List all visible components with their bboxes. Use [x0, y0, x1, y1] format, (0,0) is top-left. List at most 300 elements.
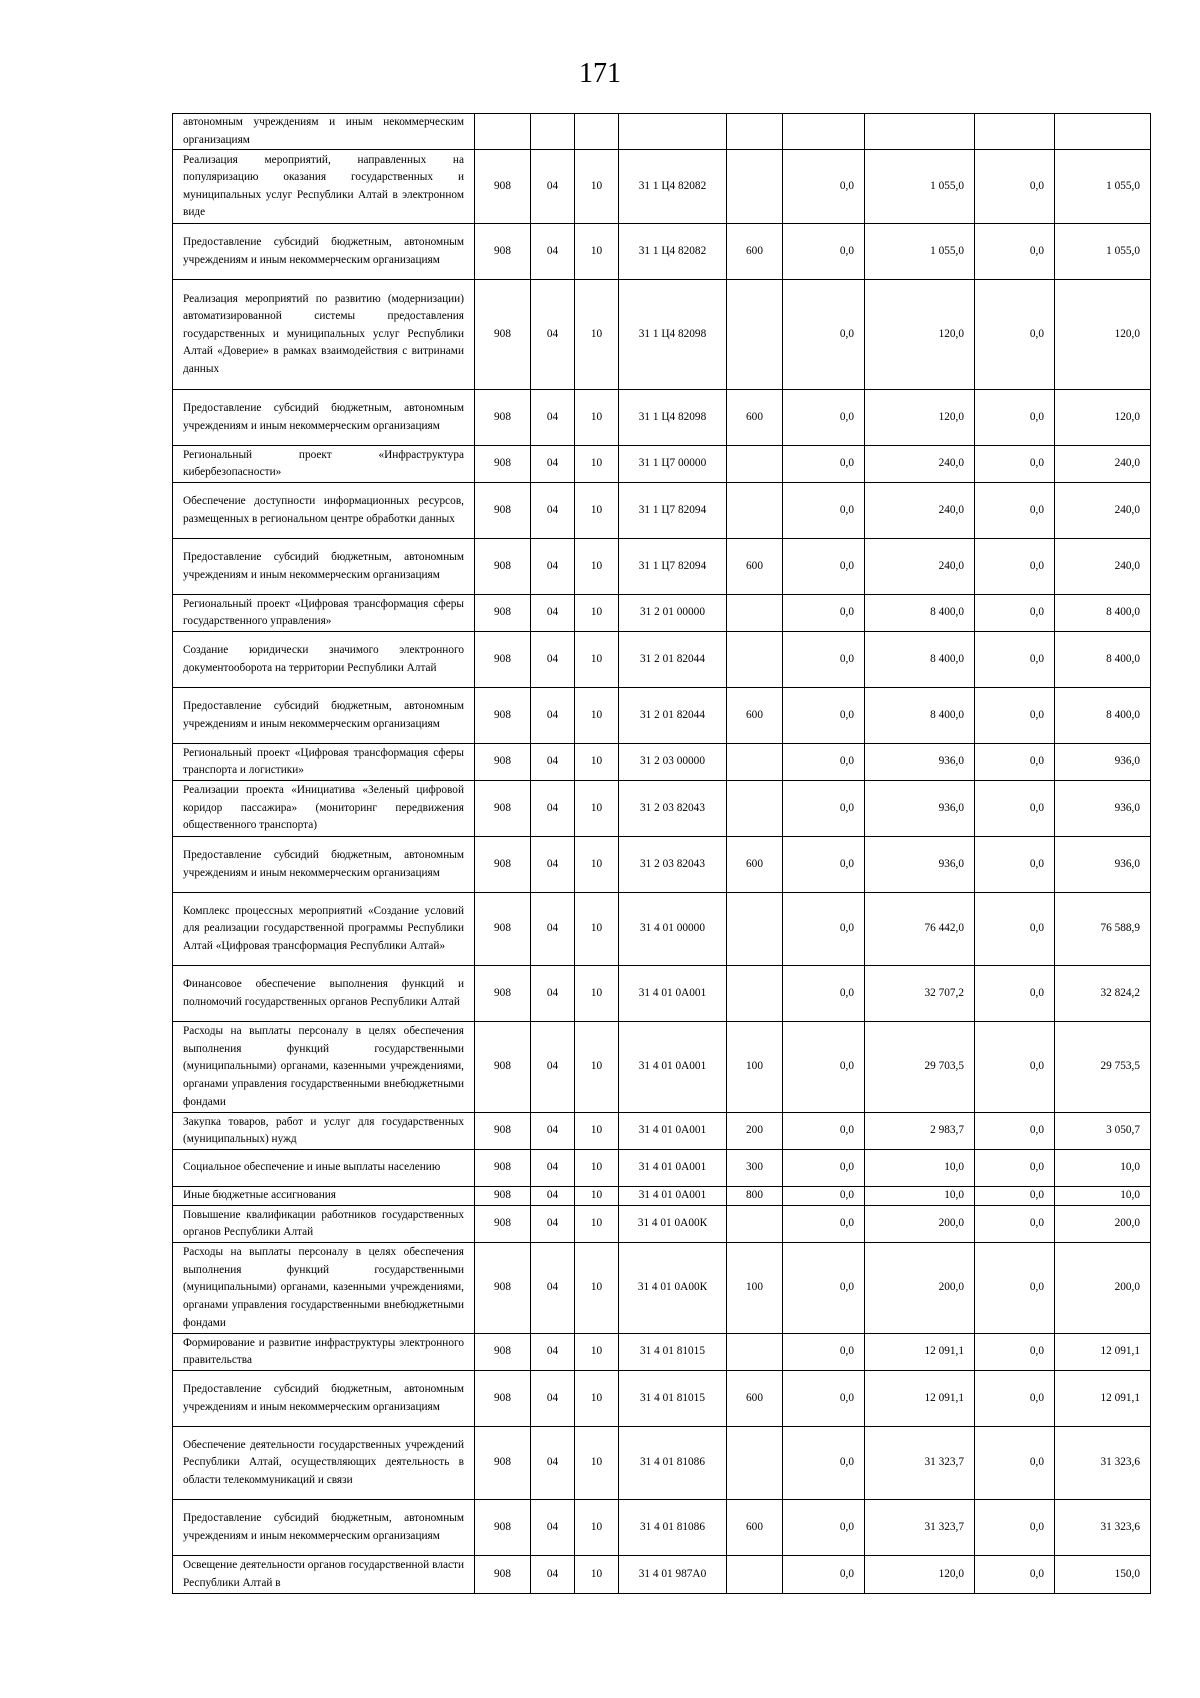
cell-grbs: 908	[475, 1427, 531, 1500]
cell-value-3: 0,0	[975, 280, 1055, 390]
cell-expense-type: 100	[727, 1022, 783, 1113]
cell-name: Расходы на выплаты персоналу в целях обеспечения выполнения функций государственными (муниципальными) органами, казенными учреждениями, органами управления государственными внебюджетными фондами	[173, 1022, 475, 1113]
cell-value-2: 10,0	[865, 1187, 975, 1206]
cell-value-4: 31 323,6	[1055, 1500, 1151, 1556]
table-row	[173, 837, 1151, 893]
table-row	[173, 446, 1151, 483]
table-row	[173, 595, 1151, 632]
cell-name: Региональный проект «Цифровая трансформация сферы государственного управления»	[173, 595, 475, 632]
cell-value-4: 12 091,1	[1055, 1371, 1151, 1427]
cell-subsection: 10	[575, 1556, 619, 1594]
cell-name: Закупка товаров, работ и услуг для государственных (муниципальных) нужд	[173, 1113, 475, 1150]
cell-grbs: 908	[475, 446, 531, 483]
cell-value-2: 2 983,7	[865, 1113, 975, 1150]
cell-target-article: 31 2 01 82044	[619, 632, 727, 688]
cell-value-2: 120,0	[865, 280, 975, 390]
cell-name: Предоставление субсидий бюджетным, автономным учреждениям и иным некоммерческим организациям	[173, 837, 475, 893]
cell-value-1: 0,0	[783, 632, 865, 688]
cell-value-4: 8 400,0	[1055, 688, 1151, 744]
cell-section: 04	[531, 1334, 575, 1371]
table-row	[173, 280, 1151, 390]
cell-value-3: 0,0	[975, 893, 1055, 966]
cell-target-article: 31 1 Ц4 82098	[619, 280, 727, 390]
cell-value-4: 10,0	[1055, 1150, 1151, 1187]
cell-section: 04	[531, 280, 575, 390]
cell-grbs: 908	[475, 280, 531, 390]
cell-value-1: 0,0	[783, 280, 865, 390]
cell-grbs: 908	[475, 1150, 531, 1187]
cell-expense-type	[727, 1427, 783, 1500]
cell-target-article: 31 4 01 0А001	[619, 1150, 727, 1187]
table-row	[173, 1556, 1151, 1594]
cell-expense-type: 600	[727, 390, 783, 446]
cell-value-3: 0,0	[975, 390, 1055, 446]
cell-name: Расходы на выплаты персоналу в целях обеспечения выполнения функций государственными (муниципальными) органами, казенными учреждениями, органами управления государственными внебюджетными фондами	[173, 1243, 475, 1334]
cell-section: 04	[531, 1113, 575, 1150]
cell-subsection: 10	[575, 1113, 619, 1150]
cell-value-1: 0,0	[783, 1427, 865, 1500]
table-row	[173, 1427, 1151, 1500]
cell-value-3: 0,0	[975, 1371, 1055, 1427]
cell-subsection: 10	[575, 1500, 619, 1556]
cell-name: Освещение деятельности органов государственной власти Республики Алтай в	[173, 1556, 475, 1594]
cell-value-2: 240,0	[865, 446, 975, 483]
cell-section: 04	[531, 837, 575, 893]
cell-value-3: 0,0	[975, 1334, 1055, 1371]
cell-target-article: 31 1 Ц7 82094	[619, 539, 727, 595]
cell-expense-type	[727, 280, 783, 390]
cell-name: Иные бюджетные ассигнования	[173, 1187, 475, 1206]
cell-subsection: 10	[575, 446, 619, 483]
cell-subsection: 10	[575, 1427, 619, 1500]
cell-name: Реализация мероприятий, направленных на популяризацию оказания государственных и муниципальных услуг Республики Алтай в электронном виде	[173, 150, 475, 224]
cell-value-3: 0,0	[975, 1427, 1055, 1500]
cell-name: Социальное обеспечение и иные выплаты населению	[173, 1150, 475, 1187]
cell-value-2: 200,0	[865, 1206, 975, 1243]
cell-subsection: 10	[575, 280, 619, 390]
cell-expense-type	[727, 893, 783, 966]
cell-grbs	[475, 114, 531, 150]
table-row	[173, 1022, 1151, 1113]
table-row	[173, 1500, 1151, 1556]
cell-grbs: 908	[475, 483, 531, 539]
cell-value-4: 240,0	[1055, 446, 1151, 483]
cell-value-2: 12 091,1	[865, 1371, 975, 1427]
table-row	[173, 224, 1151, 280]
cell-value-1: 0,0	[783, 837, 865, 893]
table-row	[173, 390, 1151, 446]
cell-subsection: 10	[575, 224, 619, 280]
cell-value-4: 150,0	[1055, 1556, 1151, 1594]
cell-target-article: 31 4 01 81015	[619, 1371, 727, 1427]
cell-value-1: 0,0	[783, 446, 865, 483]
cell-grbs: 908	[475, 893, 531, 966]
cell-value-2: 240,0	[865, 483, 975, 539]
cell-expense-type: 600	[727, 224, 783, 280]
cell-value-2: 8 400,0	[865, 688, 975, 744]
table-row	[173, 114, 1151, 150]
page-number: 171	[579, 58, 621, 89]
cell-name: Повышение квалификации работников государственных органов Республики Алтай	[173, 1206, 475, 1243]
cell-section: 04	[531, 1556, 575, 1594]
cell-value-3: 0,0	[975, 1243, 1055, 1334]
cell-name: Комплекс процессных мероприятий «Создание условий для реализации государственной программы Республики Алтай «Цифровая трансформация Республики Алтай»	[173, 893, 475, 966]
cell-subsection: 10	[575, 966, 619, 1022]
cell-subsection	[575, 114, 619, 150]
table-row	[173, 1113, 1151, 1150]
cell-section: 04	[531, 893, 575, 966]
cell-value-1: 0,0	[783, 1113, 865, 1150]
table-row	[173, 893, 1151, 966]
cell-value-3: 0,0	[975, 483, 1055, 539]
table-row	[173, 744, 1151, 781]
cell-expense-type: 300	[727, 1150, 783, 1187]
cell-value-3: 0,0	[975, 837, 1055, 893]
cell-name: Реализации проекта «Инициатива «Зеленый цифровой коридор пассажира» (мониторинг передвижения общественного транспорта)	[173, 781, 475, 837]
cell-name: Финансовое обеспечение выполнения функций и полномочий государственных органов Республики Алтай	[173, 966, 475, 1022]
cell-grbs: 908	[475, 1113, 531, 1150]
cell-value-1: 0,0	[783, 539, 865, 595]
cell-value-1: 0,0	[783, 1243, 865, 1334]
cell-value-2	[865, 114, 975, 150]
cell-value-2: 8 400,0	[865, 595, 975, 632]
cell-value-2: 31 323,7	[865, 1427, 975, 1500]
cell-subsection: 10	[575, 1022, 619, 1113]
cell-subsection: 10	[575, 893, 619, 966]
cell-expense-type	[727, 1334, 783, 1371]
cell-value-2: 12 091,1	[865, 1334, 975, 1371]
cell-value-2: 936,0	[865, 837, 975, 893]
cell-value-1: 0,0	[783, 224, 865, 280]
cell-value-3: 0,0	[975, 1187, 1055, 1206]
cell-target-article: 31 1 Ц4 82082	[619, 150, 727, 224]
cell-target-article: 31 2 03 82043	[619, 837, 727, 893]
cell-section: 04	[531, 1150, 575, 1187]
cell-value-2: 32 707,2	[865, 966, 975, 1022]
cell-name: Предоставление субсидий бюджетным, автономным учреждениям и иным некоммерческим организациям	[173, 688, 475, 744]
cell-value-3: 0,0	[975, 688, 1055, 744]
cell-value-4: 936,0	[1055, 744, 1151, 781]
table-row	[173, 1371, 1151, 1427]
cell-value-3: 0,0	[975, 1022, 1055, 1113]
table-row	[173, 1243, 1151, 1334]
cell-value-4: 8 400,0	[1055, 595, 1151, 632]
cell-grbs: 908	[475, 539, 531, 595]
cell-target-article: 31 1 Ц7 82094	[619, 483, 727, 539]
cell-value-1: 0,0	[783, 1556, 865, 1594]
cell-value-3: 0,0	[975, 1113, 1055, 1150]
cell-expense-type: 600	[727, 539, 783, 595]
cell-target-article: 31 2 03 82043	[619, 781, 727, 837]
cell-expense-type	[727, 150, 783, 224]
cell-section: 04	[531, 1187, 575, 1206]
cell-subsection: 10	[575, 595, 619, 632]
cell-grbs: 908	[475, 1334, 531, 1371]
cell-name: автономным учреждениям и иным некоммерческим организациям	[173, 114, 475, 150]
cell-subsection: 10	[575, 781, 619, 837]
table-row	[173, 966, 1151, 1022]
cell-expense-type	[727, 1206, 783, 1243]
cell-value-1: 0,0	[783, 688, 865, 744]
cell-value-2: 1 055,0	[865, 224, 975, 280]
cell-section: 04	[531, 150, 575, 224]
budget-table	[172, 113, 1151, 1594]
cell-target-article: 31 4 01 0А001	[619, 1187, 727, 1206]
cell-name: Региональный проект «Инфраструктура кибербезопасности»	[173, 446, 475, 483]
cell-section: 04	[531, 632, 575, 688]
cell-target-article: 31 4 01 0А00К	[619, 1206, 727, 1243]
cell-value-2: 936,0	[865, 781, 975, 837]
cell-name: Создание юридически значимого электронного документооборота на территории Республики Алтай	[173, 632, 475, 688]
table-row	[173, 781, 1151, 837]
cell-subsection: 10	[575, 483, 619, 539]
cell-value-3: 0,0	[975, 150, 1055, 224]
cell-grbs: 908	[475, 1371, 531, 1427]
cell-value-1: 0,0	[783, 1150, 865, 1187]
cell-name: Предоставление субсидий бюджетным, автономным учреждениям и иным некоммерческим организациям	[173, 224, 475, 280]
cell-grbs: 908	[475, 390, 531, 446]
cell-section: 04	[531, 1427, 575, 1500]
cell-target-article: 31 1 Ц7 00000	[619, 446, 727, 483]
cell-section: 04	[531, 966, 575, 1022]
cell-value-4: 240,0	[1055, 483, 1151, 539]
cell-section: 04	[531, 1243, 575, 1334]
cell-name: Региональный проект «Цифровая трансформация сферы транспорта и логистики»	[173, 744, 475, 781]
cell-subsection: 10	[575, 390, 619, 446]
cell-target-article: 31 4 01 0А001	[619, 966, 727, 1022]
cell-grbs: 908	[475, 744, 531, 781]
cell-expense-type	[727, 781, 783, 837]
cell-expense-type: 600	[727, 688, 783, 744]
cell-expense-type	[727, 744, 783, 781]
cell-grbs: 908	[475, 595, 531, 632]
cell-value-2: 1 055,0	[865, 150, 975, 224]
cell-value-1: 0,0	[783, 483, 865, 539]
cell-section: 04	[531, 1022, 575, 1113]
cell-expense-type: 600	[727, 1500, 783, 1556]
cell-subsection: 10	[575, 1150, 619, 1187]
cell-grbs: 908	[475, 781, 531, 837]
cell-name: Обеспечение деятельности государственных учреждений Республики Алтай, осуществляющих деятельность в области телекоммуникаций и связи	[173, 1427, 475, 1500]
cell-target-article: 31 2 03 00000	[619, 744, 727, 781]
cell-grbs: 908	[475, 1022, 531, 1113]
cell-value-2: 8 400,0	[865, 632, 975, 688]
cell-value-3: 0,0	[975, 632, 1055, 688]
cell-expense-type: 600	[727, 1371, 783, 1427]
cell-value-1: 0,0	[783, 1500, 865, 1556]
cell-value-4: 240,0	[1055, 539, 1151, 595]
table-row	[173, 1334, 1151, 1371]
cell-subsection: 10	[575, 539, 619, 595]
cell-value-3: 0,0	[975, 595, 1055, 632]
cell-name: Предоставление субсидий бюджетным, автономным учреждениям и иным некоммерческим организациям	[173, 539, 475, 595]
cell-value-3: 0,0	[975, 539, 1055, 595]
cell-grbs: 908	[475, 1556, 531, 1594]
cell-value-1: 0,0	[783, 893, 865, 966]
cell-value-1: 0,0	[783, 390, 865, 446]
cell-value-2: 120,0	[865, 390, 975, 446]
cell-section: 04	[531, 224, 575, 280]
cell-value-2: 120,0	[865, 1556, 975, 1594]
cell-name: Предоставление субсидий бюджетным, автономным учреждениям и иным некоммерческим организациям	[173, 1371, 475, 1427]
cell-target-article: 31 4 01 00000	[619, 893, 727, 966]
cell-value-1: 0,0	[783, 1334, 865, 1371]
cell-subsection: 10	[575, 1243, 619, 1334]
table-row	[173, 632, 1151, 688]
cell-value-4: 12 091,1	[1055, 1334, 1151, 1371]
cell-value-4: 936,0	[1055, 837, 1151, 893]
cell-target-article: 31 4 01 0А00К	[619, 1243, 727, 1334]
cell-subsection: 10	[575, 1371, 619, 1427]
cell-value-3: 0,0	[975, 1206, 1055, 1243]
table-row	[173, 688, 1151, 744]
cell-value-1: 0,0	[783, 744, 865, 781]
cell-subsection: 10	[575, 744, 619, 781]
cell-value-4: 200,0	[1055, 1206, 1151, 1243]
cell-expense-type	[727, 483, 783, 539]
cell-grbs: 908	[475, 837, 531, 893]
cell-grbs: 908	[475, 688, 531, 744]
cell-value-1: 0,0	[783, 1371, 865, 1427]
cell-grbs: 908	[475, 1206, 531, 1243]
cell-expense-type: 800	[727, 1187, 783, 1206]
cell-value-1: 0,0	[783, 150, 865, 224]
table-row	[173, 150, 1151, 224]
table-row	[173, 1187, 1151, 1206]
cell-value-3: 0,0	[975, 224, 1055, 280]
table-row	[173, 539, 1151, 595]
cell-value-4: 31 323,6	[1055, 1427, 1151, 1500]
cell-value-3: 0,0	[975, 446, 1055, 483]
cell-value-4: 1 055,0	[1055, 224, 1151, 280]
cell-target-article: 31 2 01 00000	[619, 595, 727, 632]
cell-value-4: 120,0	[1055, 280, 1151, 390]
cell-value-2: 240,0	[865, 539, 975, 595]
cell-value-2: 76 442,0	[865, 893, 975, 966]
cell-value-2: 10,0	[865, 1150, 975, 1187]
cell-grbs: 908	[475, 1187, 531, 1206]
cell-expense-type	[727, 595, 783, 632]
cell-value-4: 120,0	[1055, 390, 1151, 446]
cell-value-3: 0,0	[975, 966, 1055, 1022]
cell-value-1: 0,0	[783, 1022, 865, 1113]
cell-subsection: 10	[575, 688, 619, 744]
cell-section: 04	[531, 744, 575, 781]
cell-value-4: 76 588,9	[1055, 893, 1151, 966]
table-row	[173, 1150, 1151, 1187]
cell-grbs: 908	[475, 1500, 531, 1556]
cell-value-1: 0,0	[783, 595, 865, 632]
cell-value-4: 32 824,2	[1055, 966, 1151, 1022]
cell-subsection: 10	[575, 1334, 619, 1371]
cell-name: Обеспечение доступности информационных ресурсов, размещенных в региональном центре обработки данных	[173, 483, 475, 539]
cell-grbs: 908	[475, 966, 531, 1022]
cell-expense-type	[727, 966, 783, 1022]
cell-grbs: 908	[475, 1243, 531, 1334]
cell-target-article: 31 1 Ц4 82082	[619, 224, 727, 280]
cell-value-3: 0,0	[975, 1150, 1055, 1187]
cell-section: 04	[531, 1500, 575, 1556]
cell-value-3: 0,0	[975, 781, 1055, 837]
table-body	[173, 114, 1151, 1594]
cell-value-2: 31 323,7	[865, 1500, 975, 1556]
cell-section: 04	[531, 1371, 575, 1427]
cell-value-3: 0,0	[975, 1556, 1055, 1594]
cell-target-article: 31 4 01 81015	[619, 1334, 727, 1371]
cell-grbs: 908	[475, 150, 531, 224]
cell-expense-type: 600	[727, 837, 783, 893]
cell-value-2: 936,0	[865, 744, 975, 781]
cell-target-article: 31 4 01 81086	[619, 1500, 727, 1556]
cell-section	[531, 114, 575, 150]
cell-value-4: 3 050,7	[1055, 1113, 1151, 1150]
cell-value-1: 0,0	[783, 1206, 865, 1243]
cell-expense-type	[727, 114, 783, 150]
cell-grbs: 908	[475, 224, 531, 280]
cell-subsection: 10	[575, 150, 619, 224]
cell-target-article: 31 4 01 0А001	[619, 1022, 727, 1113]
cell-value-1: 0,0	[783, 1187, 865, 1206]
cell-section: 04	[531, 1206, 575, 1243]
cell-target-article: 31 4 01 0А001	[619, 1113, 727, 1150]
cell-name: Предоставление субсидий бюджетным, автономным учреждениям и иным некоммерческим организациям	[173, 390, 475, 446]
cell-section: 04	[531, 390, 575, 446]
cell-section: 04	[531, 781, 575, 837]
cell-target-article	[619, 114, 727, 150]
cell-target-article: 31 4 01 81086	[619, 1427, 727, 1500]
cell-subsection: 10	[575, 1187, 619, 1206]
cell-section: 04	[531, 446, 575, 483]
cell-value-1: 0,0	[783, 966, 865, 1022]
cell-value-3: 0,0	[975, 744, 1055, 781]
cell-section: 04	[531, 688, 575, 744]
cell-grbs: 908	[475, 632, 531, 688]
cell-section: 04	[531, 595, 575, 632]
cell-name: Формирование и развитие инфраструктуры электронного правительства	[173, 1334, 475, 1371]
cell-name: Предоставление субсидий бюджетным, автономным учреждениям и иным некоммерческим организациям	[173, 1500, 475, 1556]
cell-value-2: 200,0	[865, 1243, 975, 1334]
table-row	[173, 1206, 1151, 1243]
table-row	[173, 483, 1151, 539]
cell-section: 04	[531, 539, 575, 595]
cell-value-4	[1055, 114, 1151, 150]
cell-target-article: 31 1 Ц4 82098	[619, 390, 727, 446]
cell-expense-type	[727, 632, 783, 688]
cell-value-4: 29 753,5	[1055, 1022, 1151, 1113]
cell-value-4: 1 055,0	[1055, 150, 1151, 224]
cell-expense-type: 100	[727, 1243, 783, 1334]
cell-expense-type: 200	[727, 1113, 783, 1150]
cell-value-4: 200,0	[1055, 1243, 1151, 1334]
cell-value-4: 936,0	[1055, 781, 1151, 837]
cell-value-1: 0,0	[783, 781, 865, 837]
cell-value-4: 8 400,0	[1055, 632, 1151, 688]
cell-subsection: 10	[575, 837, 619, 893]
cell-section: 04	[531, 483, 575, 539]
cell-subsection: 10	[575, 632, 619, 688]
cell-expense-type	[727, 1556, 783, 1594]
cell-value-4: 10,0	[1055, 1187, 1151, 1206]
cell-subsection: 10	[575, 1206, 619, 1243]
cell-value-3	[975, 114, 1055, 150]
cell-target-article: 31 2 01 82044	[619, 688, 727, 744]
cell-value-2: 29 703,5	[865, 1022, 975, 1113]
cell-value-1	[783, 114, 865, 150]
cell-value-3: 0,0	[975, 1500, 1055, 1556]
cell-target-article: 31 4 01 987А0	[619, 1556, 727, 1594]
cell-name: Реализация мероприятий по развитию (модернизации) автоматизированной системы предоставления государственных и муниципальных услуг Республики Алтай «Доверие» в рамках взаимодействия с витринами данных	[173, 280, 475, 390]
cell-expense-type	[727, 446, 783, 483]
